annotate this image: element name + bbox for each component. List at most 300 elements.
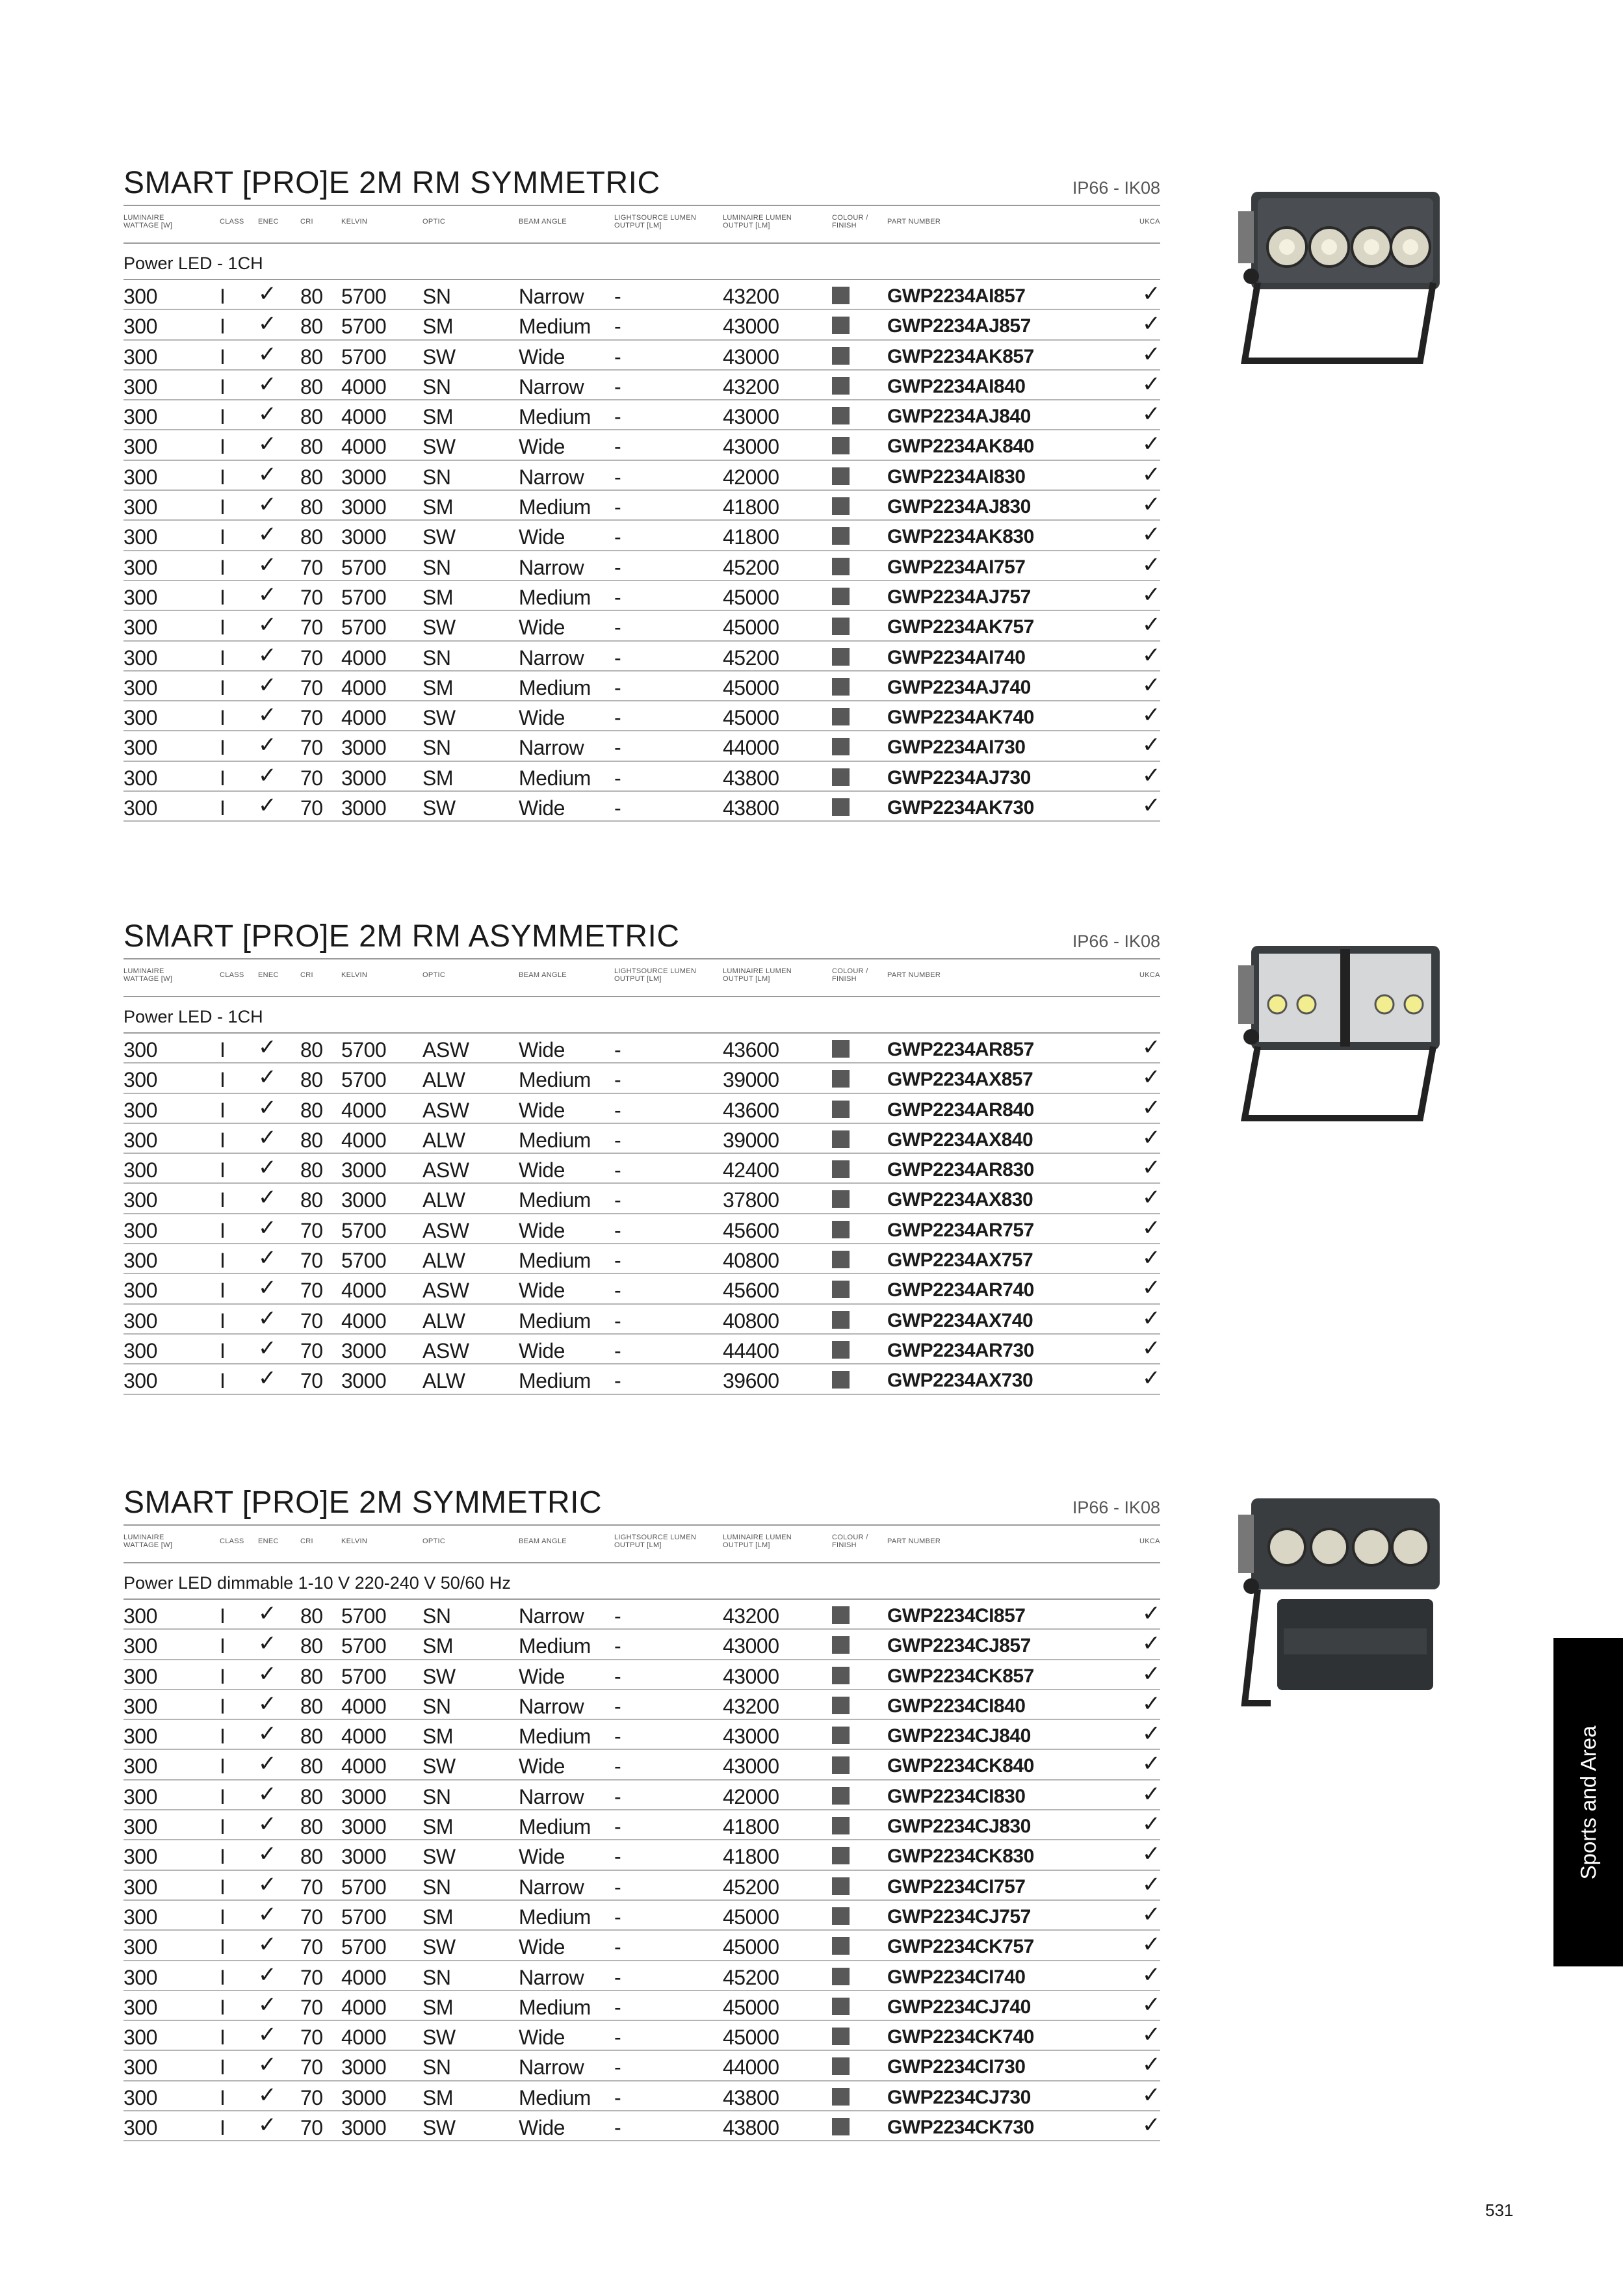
class-cell: I [220, 1188, 226, 1212]
class-cell: I [220, 1249, 226, 1273]
luminaire-lumen-cell: 43000 [723, 435, 779, 459]
beam-angle-cell: Wide [519, 616, 565, 640]
enec-check-icon: ✓ [258, 1185, 276, 1210]
enec-check-icon: ✓ [258, 1751, 276, 1777]
optic-cell: SW [422, 1755, 456, 1779]
header-cri: CRI [300, 1537, 313, 1545]
part-number-cell: GWP2234AJ830 [887, 496, 1031, 518]
optic-cell: SM [422, 2085, 453, 2109]
enec-check-icon: ✓ [258, 1305, 276, 1331]
ukca-check-icon: ✓ [1142, 793, 1160, 818]
enec-check-icon: ✓ [258, 1842, 276, 1867]
colour-swatch [832, 738, 850, 755]
wattage-cell: 300 [123, 1369, 157, 1393]
class-cell: I [220, 675, 226, 699]
luminaire-lumen-cell: 43000 [723, 345, 779, 369]
luminaire-lumen-cell: 45200 [723, 555, 779, 579]
beam-angle-cell: Medium [519, 1995, 591, 2019]
class-cell: I [220, 405, 226, 429]
beam-angle-cell: Wide [519, 1755, 565, 1779]
luminaire-lumen-cell: 39000 [723, 1068, 779, 1092]
ukca-check-icon: ✓ [1142, 733, 1160, 758]
part-number-cell: GWP2234CK857 [887, 1665, 1034, 1687]
ukca-check-icon: ✓ [1142, 1992, 1160, 2017]
colour-swatch [832, 1968, 850, 1985]
section-title-row [123, 166, 1160, 206]
class-cell: I [220, 736, 226, 760]
part-number-cell: GWP2234AJ730 [887, 766, 1031, 789]
ukca-check-icon: ✓ [1142, 1691, 1160, 1716]
table-row [123, 1720, 1160, 1750]
colour-swatch [832, 1101, 850, 1118]
luminaire-lumen-cell: 45000 [723, 706, 779, 730]
optic-cell: SM [422, 1634, 453, 1658]
optic-cell: SM [422, 1815, 453, 1839]
luminaire-lumen-cell: 40800 [723, 1249, 779, 1273]
cri-cell: 80 [300, 1694, 323, 1718]
cri-cell: 80 [300, 1098, 323, 1122]
cri-cell: 70 [300, 1965, 323, 1989]
optic-cell: SW [422, 616, 456, 640]
lightsource-lumen-cell: - [614, 1875, 621, 1899]
lightsource-lumen-cell: - [614, 1725, 621, 1749]
lightsource-lumen-cell: - [614, 1694, 621, 1718]
beam-angle-cell: Wide [519, 525, 565, 549]
wattage-cell: 300 [123, 285, 157, 308]
table-row [123, 551, 1160, 581]
class-cell: I [220, 1068, 226, 1092]
beam-angle-cell: Medium [519, 585, 591, 609]
cri-cell: 80 [300, 345, 323, 369]
part-number-cell: GWP2234CI840 [887, 1695, 1026, 1717]
header-colour-finish: COLOUR / FINISH [832, 967, 868, 983]
section-asymmetric [123, 919, 1160, 1395]
group-label-text: Power LED dimmable 1-10 V 220-240 V 50/60 Hz [123, 1573, 511, 1593]
section-symmetric [123, 166, 1160, 822]
beam-angle-cell: Medium [519, 1815, 591, 1839]
table-row [123, 1124, 1160, 1154]
table-body [123, 280, 1160, 822]
optic-cell: SM [422, 766, 453, 790]
lightsource-lumen-cell: - [614, 1249, 621, 1273]
header-colour-finish: COLOUR / FINISH [832, 214, 868, 229]
cri-cell: 80 [300, 285, 323, 308]
luminaire-lumen-cell: 43000 [723, 1664, 779, 1688]
column-header [123, 1526, 1160, 1563]
table-row [123, 1094, 1160, 1124]
ukca-check-icon: ✓ [1142, 522, 1160, 547]
kelvin-cell: 3000 [341, 1815, 387, 1839]
luminaire-lumen-cell: 45000 [723, 616, 779, 640]
ukca-check-icon: ✓ [1142, 2052, 1160, 2078]
optic-cell: SW [422, 2026, 456, 2050]
luminaire-lumen-cell: 45600 [723, 1279, 779, 1303]
table-row [123, 672, 1160, 701]
optic-cell: SM [422, 675, 453, 699]
part-number-cell: GWP2234AJ857 [887, 315, 1031, 337]
colour-swatch [832, 798, 850, 816]
beam-angle-cell: Medium [519, 2085, 591, 2109]
table-row [123, 731, 1160, 761]
luminaire-lumen-cell: 43800 [723, 2116, 779, 2140]
class-cell: I [220, 1694, 226, 1718]
optic-cell: ALW [422, 1309, 465, 1333]
optic-cell: SN [422, 1604, 451, 1628]
ukca-check-icon: ✓ [1142, 1631, 1160, 1656]
kelvin-cell: 4000 [341, 706, 387, 730]
beam-angle-cell: Narrow [519, 1784, 584, 1808]
header-enec: ENEC [258, 971, 279, 979]
enec-check-icon: ✓ [258, 1065, 276, 1090]
colour-swatch [832, 1251, 850, 1268]
colour-swatch [832, 1160, 850, 1178]
header-beam-angle: BEAM ANGLE [519, 218, 567, 226]
lightsource-lumen-cell: - [614, 1338, 621, 1363]
beam-angle-cell: Narrow [519, 555, 584, 579]
ukca-check-icon: ✓ [1142, 1035, 1160, 1060]
lightsource-lumen-cell: - [614, 1128, 621, 1152]
beam-angle-cell: Medium [519, 1634, 591, 1658]
table-row [123, 1184, 1160, 1214]
cri-cell: 80 [300, 1038, 323, 1062]
ukca-check-icon: ✓ [1142, 432, 1160, 457]
colour-swatch [832, 1697, 850, 1714]
class-cell: I [220, 1995, 226, 2019]
lightsource-lumen-cell: - [614, 1845, 621, 1869]
wattage-cell: 300 [123, 1755, 157, 1779]
part-number-cell: GWP2234CK830 [887, 1846, 1034, 1868]
table-row [123, 1244, 1160, 1274]
wattage-cell: 300 [123, 1128, 157, 1152]
header-beam-angle: BEAM ANGLE [519, 971, 567, 979]
luminaire-lumen-cell: 43200 [723, 1604, 779, 1628]
part-number-cell: GWP2234CJ740 [887, 1996, 1031, 2018]
wattage-cell: 300 [123, 1279, 157, 1303]
luminaire-lumen-cell: 39600 [723, 1369, 779, 1393]
beam-angle-cell: Wide [519, 345, 565, 369]
lightsource-lumen-cell: - [614, 435, 621, 459]
kelvin-cell: 5700 [341, 1875, 387, 1899]
part-number-cell: GWP2234CJ830 [887, 1816, 1031, 1838]
optic-cell: SN [422, 374, 451, 398]
colour-swatch [832, 1040, 850, 1058]
luminaire-lumen-cell: 43200 [723, 374, 779, 398]
cri-cell: 80 [300, 1604, 323, 1628]
table-row [123, 491, 1160, 521]
class-cell: I [220, 345, 226, 369]
luminaire-lumen-cell: 45200 [723, 1965, 779, 1989]
wattage-cell: 300 [123, 1725, 157, 1749]
ukca-check-icon: ✓ [1142, 672, 1160, 698]
kelvin-cell: 4000 [341, 1279, 387, 1303]
optic-cell: SW [422, 796, 456, 820]
enec-check-icon: ✓ [258, 1721, 276, 1747]
colour-swatch [832, 1371, 850, 1389]
part-number-cell: GWP2234AI840 [887, 375, 1026, 397]
optic-cell: SM [422, 315, 453, 339]
colour-swatch [832, 347, 850, 365]
lightsource-lumen-cell: - [614, 1369, 621, 1393]
section-title: SMART [PRO]E 2M RM SYMMETRIC [123, 166, 660, 200]
enec-check-icon: ✓ [258, 492, 276, 517]
colour-swatch [832, 1070, 850, 1088]
lightsource-lumen-cell: - [614, 1604, 621, 1628]
kelvin-cell: 3000 [341, 495, 387, 519]
class-cell: I [220, 646, 226, 670]
lightsource-lumen-cell: - [614, 675, 621, 699]
beam-angle-cell: Narrow [519, 1694, 584, 1718]
cri-cell: 70 [300, 1338, 323, 1363]
ukca-check-icon: ✓ [1142, 371, 1160, 397]
cri-cell: 70 [300, 1905, 323, 1929]
luminaire-lumen-cell: 43000 [723, 1634, 779, 1658]
luminaire-lumen-cell: 43600 [723, 1038, 779, 1062]
optic-cell: SM [422, 585, 453, 609]
cri-cell: 80 [300, 1158, 323, 1182]
beam-angle-cell: Wide [519, 1279, 565, 1303]
enec-check-icon: ✓ [258, 402, 276, 427]
lightsource-lumen-cell: - [614, 616, 621, 640]
luminaire-lumen-cell: 43000 [723, 315, 779, 339]
cri-cell: 80 [300, 465, 323, 489]
header-part-number: PART NUMBER [887, 218, 941, 226]
colour-swatch [832, 708, 850, 725]
colour-swatch [832, 2028, 850, 2045]
enec-check-icon: ✓ [258, 1601, 276, 1626]
wattage-cell: 300 [123, 1664, 157, 1688]
side-tab-label: Sports and Area [1576, 1725, 1600, 1879]
wattage-cell: 300 [123, 675, 157, 699]
wattage-cell: 300 [123, 1845, 157, 1869]
group-label [123, 244, 1160, 280]
colour-swatch [832, 287, 850, 304]
colour-swatch [832, 437, 850, 454]
part-number-cell: GWP2234CK730 [887, 2117, 1034, 2139]
header-kelvin: KELVIN [341, 1537, 368, 1545]
kelvin-cell: 5700 [341, 585, 387, 609]
lightsource-lumen-cell: - [614, 2085, 621, 2109]
class-cell: I [220, 1815, 226, 1839]
enec-check-icon: ✓ [258, 1366, 276, 1391]
class-cell: I [220, 465, 226, 489]
beam-angle-cell: Wide [519, 1664, 565, 1688]
column-header [123, 206, 1160, 244]
wattage-cell: 300 [123, 1604, 157, 1628]
header-class: CLASS [220, 971, 244, 979]
enec-check-icon: ✓ [258, 793, 276, 818]
cri-cell: 80 [300, 1634, 323, 1658]
beam-angle-cell: Wide [519, 1935, 565, 1959]
enec-check-icon: ✓ [258, 1661, 276, 1686]
wattage-cell: 300 [123, 1784, 157, 1808]
class-cell: I [220, 1634, 226, 1658]
kelvin-cell: 5700 [341, 1634, 387, 1658]
colour-swatch [832, 648, 850, 666]
optic-cell: ASW [422, 1218, 469, 1242]
beam-angle-cell: Narrow [519, 1965, 584, 1989]
optic-cell: SM [422, 1995, 453, 2019]
enec-check-icon: ✓ [258, 281, 276, 306]
beam-angle-cell: Wide [519, 796, 565, 820]
lightsource-lumen-cell: - [614, 1158, 621, 1182]
kelvin-cell: 4000 [341, 1098, 387, 1122]
class-cell: I [220, 2055, 226, 2080]
beam-angle-cell: Wide [519, 1845, 565, 1869]
wattage-cell: 300 [123, 315, 157, 339]
beam-angle-cell: Medium [519, 1905, 591, 1929]
colour-swatch [832, 1606, 850, 1624]
cri-cell: 80 [300, 1128, 323, 1152]
optic-cell: SW [422, 1935, 456, 1959]
class-cell: I [220, 525, 226, 549]
wattage-cell: 300 [123, 1875, 157, 1899]
kelvin-cell: 3000 [341, 465, 387, 489]
lightsource-lumen-cell: - [614, 1965, 621, 1989]
class-cell: I [220, 1604, 226, 1628]
optic-cell: SW [422, 435, 456, 459]
table-row [123, 1991, 1160, 2021]
cri-cell: 70 [300, 2116, 323, 2140]
section-title-row [123, 1485, 1160, 1526]
class-cell: I [220, 1038, 226, 1062]
cri-cell: 80 [300, 1068, 323, 1092]
cri-cell: 70 [300, 2055, 323, 2080]
cri-cell: 70 [300, 1935, 323, 1959]
side-tab[interactable] [1553, 1638, 1623, 1966]
beam-angle-cell: Medium [519, 1725, 591, 1749]
class-cell: I [220, 374, 226, 398]
part-number-cell: GWP2234CJ730 [887, 2086, 1031, 2108]
kelvin-cell: 4000 [341, 675, 387, 699]
lightsource-lumen-cell: - [614, 1664, 621, 1688]
lightsource-lumen-cell: - [614, 736, 621, 760]
luminaire-lumen-cell: 43000 [723, 1755, 779, 1779]
kelvin-cell: 5700 [341, 1068, 387, 1092]
kelvin-cell: 4000 [341, 1309, 387, 1333]
table-row [123, 1335, 1160, 1364]
part-number-cell: GWP2234AI757 [887, 556, 1026, 578]
kelvin-cell: 4000 [341, 646, 387, 670]
table-row [123, 1810, 1160, 1840]
ukca-check-icon: ✓ [1142, 1155, 1160, 1181]
class-cell: I [220, 1128, 226, 1152]
table-row [123, 762, 1160, 792]
enec-check-icon: ✓ [258, 341, 276, 367]
part-number-cell: GWP2234CI830 [887, 1785, 1026, 1807]
wattage-cell: 300 [123, 495, 157, 519]
ukca-check-icon: ✓ [1142, 1872, 1160, 1897]
lightsource-lumen-cell: - [614, 405, 621, 429]
luminaire-lumen-cell: 41800 [723, 495, 779, 519]
enec-check-icon: ✓ [258, 1992, 276, 2017]
colour-swatch [832, 1667, 850, 1684]
optic-cell: SN [422, 465, 451, 489]
table-row [123, 1600, 1160, 1630]
table-row [123, 581, 1160, 611]
enec-check-icon: ✓ [258, 2052, 276, 2078]
group-label [123, 997, 1160, 1034]
cri-cell: 70 [300, 1218, 323, 1242]
section-title: SMART [PRO]E 2M RM ASYMMETRIC [123, 919, 680, 954]
header-lightsource-lumen: LIGHTSOURCE LUMEN OUTPUT [LM] [614, 967, 697, 983]
cri-cell: 70 [300, 1279, 323, 1303]
ukca-check-icon: ✓ [1142, 1721, 1160, 1747]
lightsource-lumen-cell: - [614, 374, 621, 398]
ukca-check-icon: ✓ [1142, 2113, 1160, 2138]
kelvin-cell: 4000 [341, 2026, 387, 2050]
ukca-check-icon: ✓ [1142, 582, 1160, 607]
table-row [123, 1961, 1160, 1991]
kelvin-cell: 4000 [341, 1694, 387, 1718]
optic-cell: SW [422, 345, 456, 369]
beam-angle-cell: Wide [519, 1098, 565, 1122]
class-cell: I [220, 1755, 226, 1779]
enec-check-icon: ✓ [258, 1872, 276, 1897]
optic-cell: ASW [422, 1338, 469, 1363]
header-wattage: LUMINAIRE WATTAGE [W] [123, 214, 173, 229]
kelvin-cell: 4000 [341, 1755, 387, 1779]
part-number-cell: GWP2234AX840 [887, 1128, 1033, 1151]
lightsource-lumen-cell: - [614, 1279, 621, 1303]
kelvin-cell: 4000 [341, 1128, 387, 1152]
wattage-cell: 300 [123, 736, 157, 760]
ukca-check-icon: ✓ [1142, 1065, 1160, 1090]
kelvin-cell: 3000 [341, 2085, 387, 2109]
part-number-cell: GWP2234AR840 [887, 1099, 1034, 1121]
ukca-check-icon: ✓ [1142, 612, 1160, 638]
optic-cell: ALW [422, 1128, 465, 1152]
enec-check-icon: ✓ [258, 1631, 276, 1656]
ukca-check-icon: ✓ [1142, 552, 1160, 577]
cri-cell: 80 [300, 315, 323, 339]
luminaire-lumen-cell: 43800 [723, 766, 779, 790]
table-row [123, 611, 1160, 641]
wattage-cell: 300 [123, 1158, 157, 1182]
wattage-cell: 300 [123, 1188, 157, 1212]
enec-check-icon: ✓ [258, 733, 276, 758]
optic-cell: ALW [422, 1249, 465, 1273]
enec-check-icon: ✓ [258, 642, 276, 668]
enec-check-icon: ✓ [258, 1275, 276, 1301]
lightsource-lumen-cell: - [614, 766, 621, 790]
ukca-check-icon: ✓ [1142, 341, 1160, 367]
wattage-cell: 300 [123, 2116, 157, 2140]
part-number-cell: GWP2234AK830 [887, 526, 1034, 548]
enec-check-icon: ✓ [258, 703, 276, 728]
colour-swatch [832, 317, 850, 334]
wattage-cell: 300 [123, 796, 157, 820]
ukca-check-icon: ✓ [1142, 1962, 1160, 1987]
section-symmetric-dimmable [123, 1485, 1160, 2141]
enec-check-icon: ✓ [258, 1035, 276, 1060]
beam-angle-cell: Medium [519, 1369, 591, 1393]
kelvin-cell: 5700 [341, 1604, 387, 1628]
colour-swatch [832, 1130, 850, 1148]
table-row [123, 341, 1160, 371]
class-cell: I [220, 1338, 226, 1363]
class-cell: I [220, 1845, 226, 1869]
beam-angle-cell: Wide [519, 1158, 565, 1182]
kelvin-cell: 3000 [341, 2055, 387, 2080]
wattage-cell: 300 [123, 374, 157, 398]
class-cell: I [220, 285, 226, 308]
optic-cell: SN [422, 555, 451, 579]
lightsource-lumen-cell: - [614, 1218, 621, 1242]
ukca-check-icon: ✓ [1142, 1751, 1160, 1777]
kelvin-cell: 3000 [341, 1188, 387, 1212]
ukca-check-icon: ✓ [1142, 1901, 1160, 1927]
luminaire-lumen-cell: 44000 [723, 2055, 779, 2080]
